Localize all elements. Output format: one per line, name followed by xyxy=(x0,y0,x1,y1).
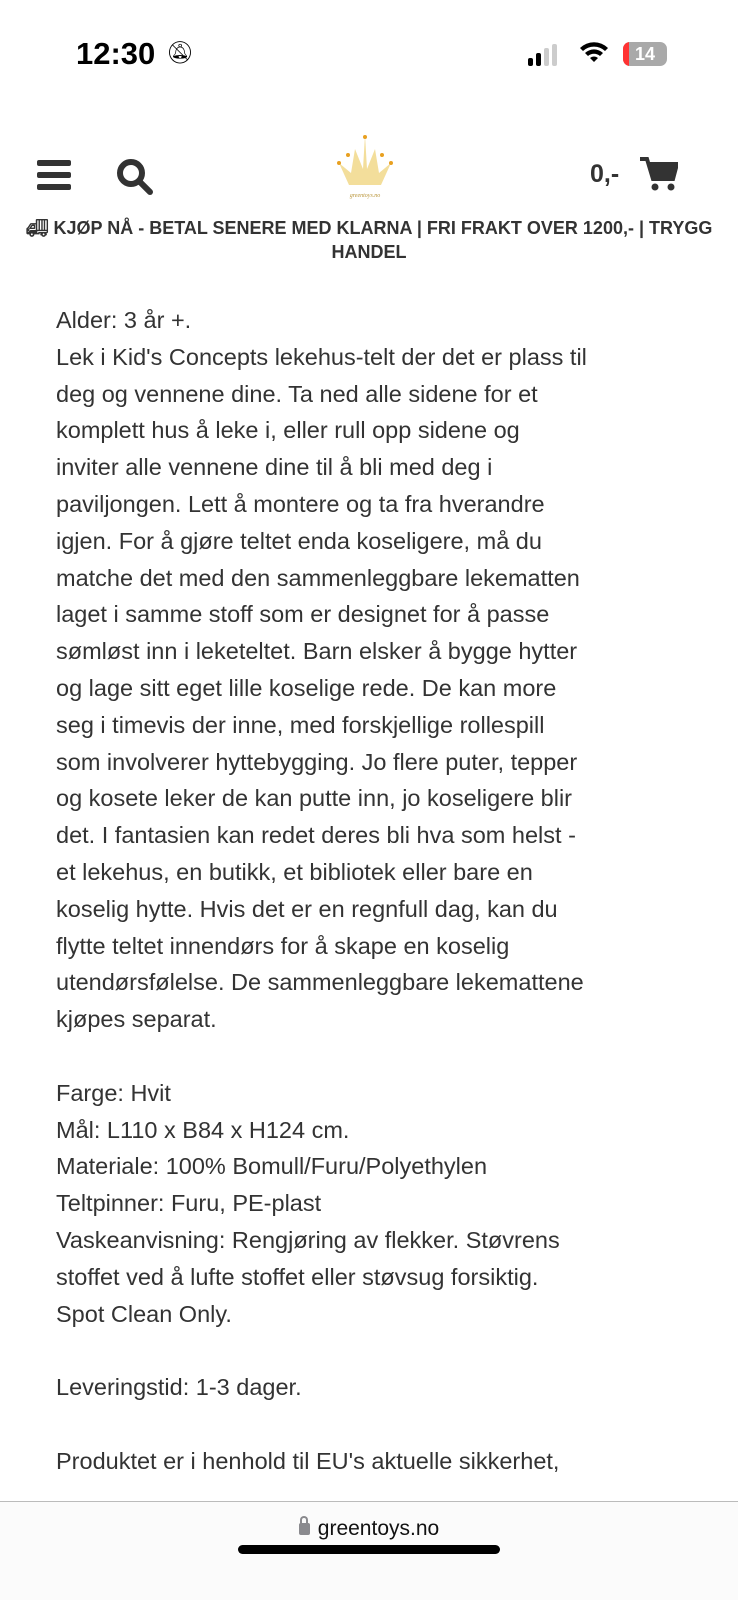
cart-total[interactable]: 0,- xyxy=(590,160,620,188)
wifi-icon xyxy=(578,40,610,64)
description-line: igjen. For å gjøre teltet enda koseligere, må du xyxy=(56,527,542,554)
description-line: matche det med den sammenleggbare lekematten xyxy=(56,564,580,591)
cart-icon[interactable] xyxy=(640,156,678,192)
description-line: Alder: 3 år +. xyxy=(56,307,192,333)
home-indicator xyxy=(238,1545,500,1554)
description-line: deg og vennene dine. Ta ned alle sidene for et xyxy=(56,380,538,407)
status-bar xyxy=(0,0,738,110)
status-time: 12:30 xyxy=(76,36,156,71)
browser-bottom-bar xyxy=(0,1501,738,1600)
address-bar[interactable] xyxy=(0,1517,738,1541)
description-line: Leveringstid: 1-3 dager. xyxy=(56,1374,302,1401)
description-line: og kosete leker de kan putte inn, jo koseligere blir xyxy=(56,785,573,812)
description-line: sømløst inn i leketeltet. Barn elsker å bygge hytter xyxy=(56,638,578,665)
menu-button[interactable] xyxy=(37,160,71,196)
description-line: som involverer hyttebygging. Jo flere puter, tepper xyxy=(56,748,578,775)
description-line: et lekehus, en butikk, et bibliotek eller bare en xyxy=(56,858,533,885)
search-icon[interactable] xyxy=(116,158,154,196)
description-line: utendørsfølelse. De sammenleggbare lekemattene xyxy=(56,969,584,996)
description-line: inviter alle vennene dine til å bli med deg i xyxy=(56,454,493,481)
description-line: koselig hytte. Hvis det er en regnfull dag, kan du xyxy=(56,895,558,922)
description-line: stoffet ved å lufte stoffet eller støvsug forsiktig. xyxy=(56,1263,539,1290)
promo-banner xyxy=(20,216,718,264)
description-line: Lek i Kid's Concepts lekehus-telt der det er plass til xyxy=(56,343,587,370)
greentoys-logo[interactable] xyxy=(335,135,395,205)
battery-indicator xyxy=(623,42,667,66)
site-header xyxy=(0,130,738,220)
cellular-signal-icon xyxy=(528,44,557,66)
description-line: laget i samme stoff som er designet for å passe xyxy=(56,601,550,628)
bell-muted-icon: 🔕︎ xyxy=(166,40,194,65)
description-line: og lage sitt eget lille koselige rede. De kan more xyxy=(56,674,557,701)
truck-icon: 🚚︎ xyxy=(25,218,54,238)
description-line: flytte teltet innendørs for å skape en koselig xyxy=(56,932,510,959)
description-line: Materiale: 100% Bomull/Furu/Polyethylen xyxy=(56,1153,488,1180)
description-line: Teltpinner: Furu, PE-plast xyxy=(56,1190,322,1217)
description-line: seg i timevis der inne, med forskjellige rollespill xyxy=(56,711,545,738)
svg-text:greentoys.no: greentoys.no xyxy=(349,193,381,199)
description-line xyxy=(56,1038,696,1075)
battery-level: 14 xyxy=(634,44,656,64)
description-line xyxy=(56,1332,696,1369)
description-line: Spot Clean Only. xyxy=(56,1300,232,1327)
description-line: Produktet er i henhold til EU's aktuelle sikkerhet, xyxy=(56,1447,560,1474)
description-line xyxy=(56,1406,696,1443)
product-description xyxy=(56,302,696,1480)
description-line: komplett hus å leke i, eller rull opp sidene og xyxy=(56,417,520,444)
promo-text: KJØP NÅ - BETAL SENERE MED KLARNA | FRI FRAKT OVER 1200,- | TRYGG HANDEL xyxy=(53,218,713,262)
description-line: paviljongen. Lett å montere og ta fra hverandre xyxy=(56,490,545,517)
lock-icon xyxy=(299,1523,310,1535)
description-line: Mål: L110 x B84 x H124 cm. xyxy=(56,1116,350,1143)
description-line: det. I fantasien kan redet deres bli hva som helst - xyxy=(56,822,576,849)
description-line: Farge: Hvit xyxy=(56,1079,171,1106)
description-line: Vaskeanvisning: Rengjøring av flekker. Støvrens xyxy=(56,1226,560,1253)
url-text: greentoys.no xyxy=(317,1517,440,1540)
description-line: kjøpes separat. xyxy=(56,1006,217,1033)
